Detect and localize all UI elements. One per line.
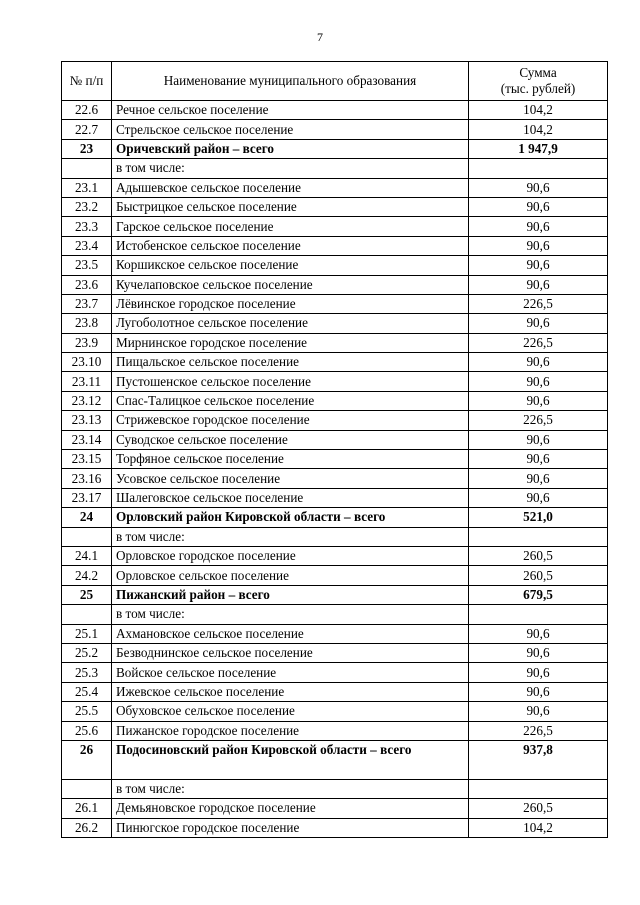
cell-num: 23.5 (62, 256, 112, 275)
table-row (62, 488, 608, 507)
table-row-total (62, 740, 608, 779)
cell-num: 23.13 (62, 411, 112, 430)
cell-name: Ижевское сельское поселение (112, 682, 469, 701)
table-row (62, 236, 608, 255)
cell-name: Оричевский район – всего (112, 139, 469, 158)
cell-sum: 90,6 (469, 372, 608, 391)
cell-name: в том числе: (112, 159, 469, 178)
cell-name: Суводское сельское поселение (112, 430, 469, 449)
cell-name: Войское сельское поселение (112, 663, 469, 682)
cell-num: 24.2 (62, 566, 112, 585)
cell-sum: 937,8 (469, 740, 608, 779)
cell-name: Орловское сельское поселение (112, 566, 469, 585)
cell-sum: 90,6 (469, 256, 608, 275)
cell-sum: 90,6 (469, 488, 608, 507)
cell-num: 23.3 (62, 217, 112, 236)
cell-name: Безводнинское сельское поселение (112, 643, 469, 662)
cell-num (62, 159, 112, 178)
table-row (62, 721, 608, 740)
cell-num: 23.9 (62, 333, 112, 352)
cell-sum: 226,5 (469, 333, 608, 352)
table-row (62, 333, 608, 352)
cell-num: 23.12 (62, 391, 112, 410)
cell-sum: 90,6 (469, 275, 608, 294)
cell-name: Орловское городское поселение (112, 546, 469, 565)
table-row (62, 566, 608, 585)
cell-num (62, 605, 112, 624)
cell-name: Спас-Талицкое сельское поселение (112, 391, 469, 410)
cell-sum: 90,6 (469, 391, 608, 410)
cell-num: 25.3 (62, 663, 112, 682)
table-header-row (62, 62, 608, 101)
cell-num: 25.4 (62, 682, 112, 701)
cell-name: Истобенское сельское поселение (112, 236, 469, 255)
budget-table (61, 61, 608, 838)
table-row-total (62, 585, 608, 604)
cell-num: 22.7 (62, 120, 112, 139)
table-row (62, 430, 608, 449)
cell-name: Быстрицкое сельское поселение (112, 197, 469, 216)
table-row-total (62, 139, 608, 158)
cell-sum: 104,2 (469, 101, 608, 120)
table-row (62, 120, 608, 139)
cell-name: в том числе: (112, 779, 469, 798)
cell-name: в том числе: (112, 527, 469, 546)
cell-sum: 226,5 (469, 411, 608, 430)
cell-name: Лёвинское городское поселение (112, 294, 469, 313)
cell-name: в том числе: (112, 605, 469, 624)
cell-name: Пищальское сельское поселение (112, 353, 469, 372)
cell-sum (469, 779, 608, 798)
cell-sum: 90,6 (469, 217, 608, 236)
cell-num: 24.1 (62, 546, 112, 565)
cell-num: 25.2 (62, 643, 112, 662)
cell-num: 26.2 (62, 818, 112, 837)
cell-num: 26.1 (62, 799, 112, 818)
cell-num: 25.1 (62, 624, 112, 643)
cell-name: Пижанский район – всего (112, 585, 469, 604)
cell-num: 25 (62, 585, 112, 604)
cell-sum: 90,6 (469, 353, 608, 372)
cell-num: 23.11 (62, 372, 112, 391)
cell-num: 23.8 (62, 314, 112, 333)
cell-name: Обуховское сельское поселение (112, 702, 469, 721)
cell-sum (469, 159, 608, 178)
cell-name: Орловский район Кировской области – всего (112, 508, 469, 527)
cell-num: 23.4 (62, 236, 112, 255)
table-row (62, 197, 608, 216)
table-row (62, 546, 608, 565)
cell-num (62, 779, 112, 798)
table-row (62, 314, 608, 333)
cell-name: Гарское сельское поселение (112, 217, 469, 236)
cell-sum: 679,5 (469, 585, 608, 604)
cell-num: 25.6 (62, 721, 112, 740)
column-header-num: № п/п (62, 62, 112, 101)
table-row (62, 411, 608, 430)
cell-name: Демьяновское городское поселение (112, 799, 469, 818)
table-row (62, 663, 608, 682)
cell-sum: 226,5 (469, 721, 608, 740)
cell-num: 23 (62, 139, 112, 158)
table-row (62, 450, 608, 469)
cell-sum: 90,6 (469, 702, 608, 721)
cell-num: 23.1 (62, 178, 112, 197)
table-row (62, 178, 608, 197)
cell-name: Коршикское сельское поселение (112, 256, 469, 275)
cell-num: 22.6 (62, 101, 112, 120)
table-row (62, 101, 608, 120)
table-row (62, 779, 608, 798)
table-row (62, 372, 608, 391)
table-row (62, 643, 608, 662)
page-number: 7 (317, 30, 323, 44)
cell-num: 23.10 (62, 353, 112, 372)
cell-num: 25.5 (62, 702, 112, 721)
cell-sum: 90,6 (469, 682, 608, 701)
cell-sum: 90,6 (469, 197, 608, 216)
cell-name: Подосиновский район Кировской области – всего (112, 740, 469, 779)
cell-name: Кучелаповское сельское поселение (112, 275, 469, 294)
cell-name: Пинюгское городское поселение (112, 818, 469, 837)
table-row-total (62, 508, 608, 527)
cell-sum: 90,6 (469, 624, 608, 643)
table-row (62, 818, 608, 837)
cell-name: Лугоболотное сельское поселение (112, 314, 469, 333)
cell-name: Стрельское сельское поселение (112, 120, 469, 139)
cell-name: Адышевское сельское поселение (112, 178, 469, 197)
cell-name: Ахмановское сельское поселение (112, 624, 469, 643)
cell-name: Стрижевское городское поселение (112, 411, 469, 430)
cell-num: 23.16 (62, 469, 112, 488)
cell-name: Пижанское городское поселение (112, 721, 469, 740)
table-row (62, 682, 608, 701)
table-row (62, 702, 608, 721)
table-row (62, 469, 608, 488)
cell-num: 23.14 (62, 430, 112, 449)
table-row (62, 275, 608, 294)
cell-num: 23.2 (62, 197, 112, 216)
cell-sum: 521,0 (469, 508, 608, 527)
cell-sum: 260,5 (469, 546, 608, 565)
table-row (62, 256, 608, 275)
cell-name: Речное сельское поселение (112, 101, 469, 120)
column-header-name: Наименование муниципального образования (112, 62, 469, 101)
cell-sum: 104,2 (469, 120, 608, 139)
cell-num: 26 (62, 740, 112, 779)
cell-sum: 1 947,9 (469, 139, 608, 158)
table-row (62, 799, 608, 818)
cell-name: Усовское сельское поселение (112, 469, 469, 488)
cell-name: Шалеговское сельское поселение (112, 488, 469, 507)
cell-sum: 260,5 (469, 799, 608, 818)
table-row (62, 217, 608, 236)
cell-sum: 90,6 (469, 178, 608, 197)
cell-name: Пустошенское сельское поселение (112, 372, 469, 391)
cell-sum: 90,6 (469, 450, 608, 469)
cell-num: 23.17 (62, 488, 112, 507)
table-row (62, 294, 608, 313)
cell-sum: 260,5 (469, 566, 608, 585)
cell-sum: 90,6 (469, 236, 608, 255)
cell-sum: 90,6 (469, 314, 608, 333)
cell-num (62, 527, 112, 546)
table-row (62, 159, 608, 178)
cell-name: Торфяное сельское поселение (112, 450, 469, 469)
cell-name: Мирнинское городское поселение (112, 333, 469, 352)
table-row (62, 527, 608, 546)
cell-sum (469, 605, 608, 624)
cell-num: 24 (62, 508, 112, 527)
table-row (62, 624, 608, 643)
cell-sum: 226,5 (469, 294, 608, 313)
table-row (62, 391, 608, 410)
cell-sum: 90,6 (469, 643, 608, 662)
cell-num: 23.15 (62, 450, 112, 469)
cell-sum: 104,2 (469, 818, 608, 837)
cell-num: 23.7 (62, 294, 112, 313)
cell-sum: 90,6 (469, 469, 608, 488)
cell-sum: 90,6 (469, 663, 608, 682)
table-row (62, 353, 608, 372)
cell-sum: 90,6 (469, 430, 608, 449)
cell-sum (469, 527, 608, 546)
cell-num: 23.6 (62, 275, 112, 294)
column-header-sum: Сумма (тыс. рублей) (469, 62, 608, 101)
table-row (62, 605, 608, 624)
